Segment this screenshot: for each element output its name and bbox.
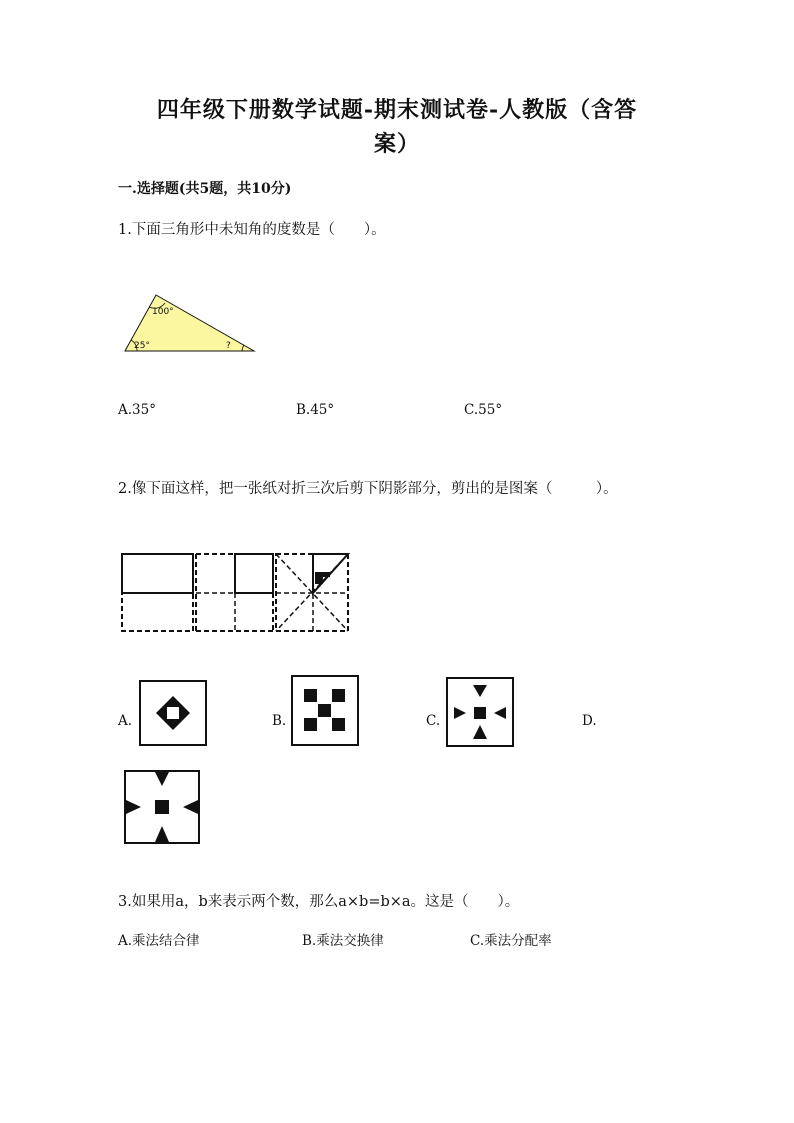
pattern-b <box>291 675 359 746</box>
q1-option-b: B.45° <box>296 402 335 418</box>
question-3-text: 3.如果用a，b来表示两个数，那么a×b=b×a。这是（ ）。 <box>118 894 520 910</box>
pattern-d <box>124 770 200 844</box>
q3-option-a: A.乘法结合律 <box>118 933 200 949</box>
q2-option-c-label: C. <box>426 713 441 729</box>
q3-option-b: B.乘法交换律 <box>302 933 384 949</box>
q2-option-a-label: A. <box>118 713 133 729</box>
angle-label-unknown: ? <box>226 341 231 351</box>
page-title: 四年级下册数学试题-期末测试卷-人教版（含答 <box>156 97 638 123</box>
folding-diagram <box>118 550 354 634</box>
q2-option-d-label: D. <box>582 713 597 729</box>
fold-step-2 <box>196 554 273 631</box>
q3-option-c: C.乘法分配率 <box>470 933 552 949</box>
q1-option-a: A.35° <box>118 402 156 418</box>
fold-step-3 <box>276 554 348 631</box>
pattern-c <box>446 677 514 747</box>
question-2-text: 2.像下面这样，把一张纸对折三次后剪下阴影部分，剪出的是图案（ ）。 <box>118 481 618 497</box>
angle-label-left: 25° <box>134 341 150 351</box>
q2-option-b-label: B. <box>272 713 287 729</box>
page-title-continued: 案） <box>373 131 420 157</box>
q1-option-c: C.55° <box>464 402 503 418</box>
question-1-text: 1.下面三角形中未知角的度数是（ ）。 <box>118 222 386 238</box>
angle-label-top: 100° <box>152 307 174 317</box>
fold-step-1 <box>122 554 193 631</box>
pattern-a <box>139 680 207 746</box>
section-header: 一.选择题(共5题，共10分) <box>118 181 292 197</box>
triangle-figure <box>120 290 260 356</box>
